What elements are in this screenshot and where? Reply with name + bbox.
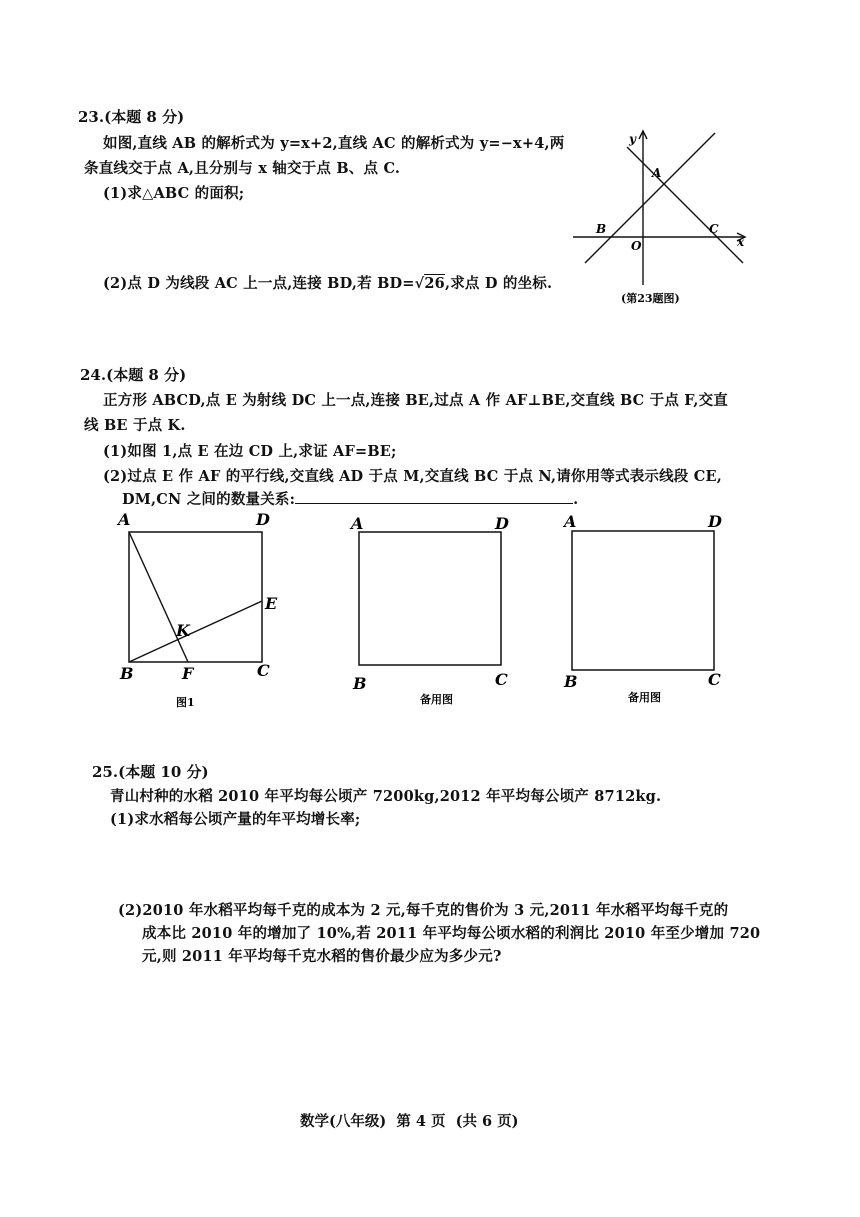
answer-blank[interactable] [295, 491, 573, 504]
q23-sqrt-value: 26 [424, 275, 445, 292]
fig3-label-b: B [564, 672, 578, 691]
q23-part2-prefix: (2)点 D 为线段 AC 上一点,连接 BD,若 BD= [103, 275, 415, 292]
page-footer: 数学(八年级) 第 4 页 (共 6 页) [300, 1113, 519, 1130]
q24-part2-line1: (2)过点 E 作 AF 的平行线,交直线 AD 于点 M,交直线 BC 于点 N,请你用等式表示线段 CE, [103, 468, 722, 485]
fig1-label-k: K [176, 621, 190, 640]
fig3-caption: 备用图 [628, 691, 661, 704]
q24-fig3 [558, 505, 738, 710]
fig2-label-c: C [495, 670, 508, 689]
q24-part1: (1)如图 1,点 E 在边 CD 上,求证 AF=BE; [103, 443, 397, 460]
fig1-label-e: E [265, 594, 278, 613]
fig2-label-a: A [351, 514, 364, 533]
q25-part2-line1: (2)2010 年水稻平均每千克的成本为 2 元,每千克的售价为 3 元,2011 年水稻平均每千克的 [118, 902, 729, 919]
q24-fig2 [345, 505, 520, 710]
q25-part1: (1)求水稻每公顷产量的年平均增长率; [110, 811, 361, 828]
fig3-label-a: A [564, 512, 577, 531]
q23-part2-suffix: ,求点 D 的坐标. [444, 275, 553, 292]
label-o: O [631, 239, 642, 253]
line-ab [585, 133, 715, 263]
q24-header: 24.(本题 8 分) [80, 366, 187, 384]
fig1-label-a: A [118, 510, 131, 529]
fig2-caption: 备用图 [420, 693, 453, 706]
fig1-label-f: F [182, 664, 194, 683]
fig2-square [359, 532, 501, 665]
q24-line2: 线 BE 于点 K. [84, 417, 186, 434]
q23-part1: (1)求△ABC 的面积; [103, 185, 245, 202]
fig1-caption: 图1 [176, 696, 195, 709]
label-b: B [596, 222, 607, 236]
segment-be [129, 601, 262, 662]
fig1-square [129, 532, 262, 662]
fig3-square [572, 531, 714, 670]
q24-line1: 正方形 ABCD,点 E 为射线 DC 上一点,连接 BE,过点 A 作 AF⊥BE,交直线 BC 于点 F,交直 [103, 392, 728, 409]
q23-header: 23.(本题 8 分) [78, 108, 185, 126]
label-x: x [737, 235, 745, 249]
q24-part2-line2-text: DM,CN 之间的数量关系: [122, 491, 296, 508]
fig1-label-b: B [120, 664, 134, 683]
q24-part2-end: . [573, 491, 579, 508]
fig2-label-b: B [353, 674, 367, 693]
q23-part2 [103, 272, 552, 293]
fig3-label-c: C [708, 670, 721, 689]
fig1-label-c: C [257, 661, 270, 680]
fig3-label-d: D [708, 512, 722, 531]
q25-header: 25.(本题 10 分) [92, 763, 209, 781]
q25-line1: 青山村种的水稻 2010 年平均每公顷产 7200kg,2012 年平均每公顷产 8712kg. [110, 788, 662, 805]
fig2-label-d: D [495, 514, 509, 533]
label-c: C [709, 222, 719, 236]
q23-line1: 如图,直线 AB 的解析式为 y=x+2,直线 AC 的解析式为 y=−x+4,两 [103, 135, 565, 152]
label-a: A [652, 166, 662, 180]
label-y: y [629, 132, 636, 146]
segment-af [129, 532, 188, 662]
q23-caption: (第23题图) [621, 292, 680, 305]
q24-fig1 [112, 505, 287, 710]
fig1-label-d: D [256, 510, 270, 529]
q23-line2: 条直线交于点 A,且分别与 x 轴交于点 B、点 C. [84, 160, 401, 177]
sqrt-symbol: √ [414, 275, 425, 292]
line-ac [627, 147, 743, 263]
q25-part2-line3: 元,则 2011 年平均每千克水稻的售价最少应为多少元? [142, 948, 502, 965]
q23-figure [565, 125, 765, 310]
q25-part2-line2: 成本比 2010 年的增加了 10%,若 2011 年平均每公顷水稻的利润比 2010 年至少增加 720 [142, 925, 761, 942]
